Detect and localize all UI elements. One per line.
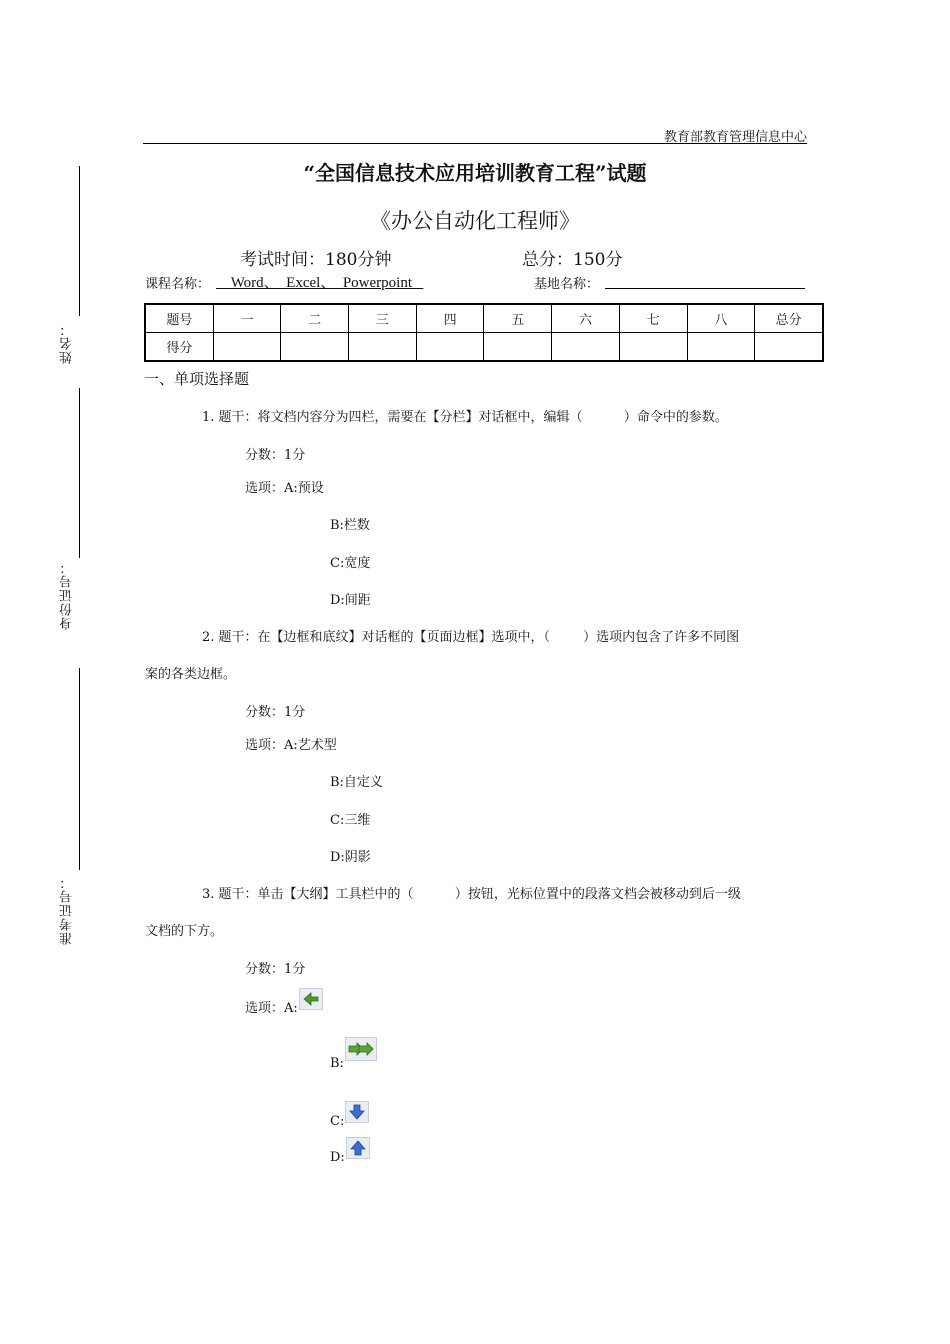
score-input-cell[interactable] <box>281 333 349 362</box>
course-value: Word、 Excel、 Powerpoint <box>216 275 424 291</box>
question-1-option-d: D:间距 <box>330 593 371 608</box>
table-cell: 六 <box>552 304 620 333</box>
table-cell: 五 <box>484 304 552 333</box>
score-input-cell[interactable] <box>484 333 552 362</box>
score-table <box>144 303 824 362</box>
course-label: 课程名称： <box>145 277 211 292</box>
demote-to-body-icon <box>345 1037 377 1061</box>
id-number-label: 身份证号： <box>60 560 75 630</box>
table-cell: 得分 <box>145 333 213 362</box>
name-label: 姓名： <box>60 322 75 364</box>
question-2-option-b: B:自定义 <box>330 775 383 790</box>
question-3-score: 分数：1分 <box>245 962 306 977</box>
question-2-option-d: D:阴影 <box>330 850 371 865</box>
table-cell: 一 <box>213 304 281 333</box>
question-1-option-b: B:栏数 <box>330 518 370 533</box>
question-2-score: 分数：1分 <box>245 705 306 720</box>
sidebar-line-name <box>79 166 80 316</box>
question-3-option-c <box>330 1107 369 1129</box>
table-cell: 题号 <box>145 304 213 333</box>
question-1-option-a: 选项：A:预设 <box>245 481 324 496</box>
exam-time: 考试时间：180分钟 <box>240 250 392 270</box>
question-1-stem: 1. 题干：将文档内容分为四栏，需要在【分栏】对话框中，编辑（ ）命令中的参数。 <box>202 410 728 425</box>
question-3-stem: 3. 题干：单击【大纲】工具栏中的（ ）按钮，光标位置中的段落文档会被移动到后一级 <box>202 887 741 902</box>
sidebar-line-id <box>79 388 80 558</box>
base-name-blank <box>605 288 805 289</box>
question-3-option-d <box>330 1143 370 1165</box>
sidebar-line-ticket <box>79 668 80 870</box>
question-1-score: 分数：1分 <box>245 448 306 463</box>
move-up-svg <box>347 1138 369 1158</box>
move-up-icon <box>346 1137 370 1159</box>
score-input-cell[interactable] <box>619 333 687 362</box>
ticket-number-label: 准考证号： <box>60 875 75 945</box>
page-subtitle: 《办公自动化工程师》 <box>370 209 580 233</box>
score-input-cell[interactable] <box>755 333 823 362</box>
table-cell: 二 <box>281 304 349 333</box>
question-2-option-a: 选项：A:艺术型 <box>245 738 337 753</box>
question-3-option-b <box>330 1047 377 1071</box>
score-input-cell[interactable] <box>213 333 281 362</box>
header-organization: 教育部教育管理信息中心 <box>663 130 807 145</box>
question-3-option-c-label: C: <box>330 1114 345 1129</box>
score-table-score-row <box>145 333 823 362</box>
question-2-stem: 2. 题干：在【边框和底纹】对话框的【页面边框】选项中，（ ）选项内包含了许多不同图 <box>202 630 740 645</box>
table-cell: 八 <box>687 304 755 333</box>
question-3-option-d-label: D: <box>330 1150 345 1165</box>
promote-arrow-svg <box>300 989 322 1009</box>
score-input-cell[interactable] <box>552 333 620 362</box>
question-2-stem-continued: 案的各类边框。 <box>145 667 237 682</box>
score-input-cell[interactable] <box>349 333 417 362</box>
exam-total-score: 总分：150分 <box>522 250 623 270</box>
question-3-option-b-label: B: <box>330 1056 344 1071</box>
table-cell: 总分 <box>755 304 823 333</box>
score-input-cell[interactable] <box>687 333 755 362</box>
promote-arrow-icon <box>299 988 323 1010</box>
section-title: 一、单项选择题 <box>144 370 250 388</box>
question-3-option-a <box>245 994 323 1016</box>
question-1-option-c: C:宽度 <box>330 556 371 571</box>
question-2-option-c: C:三维 <box>330 813 371 828</box>
score-input-cell[interactable] <box>416 333 484 362</box>
page-title: “全国信息技术应用培训教育工程”试题 <box>303 161 647 185</box>
question-3-option-a-label: 选项：A: <box>245 1001 298 1016</box>
table-cell: 七 <box>619 304 687 333</box>
move-down-svg <box>346 1102 368 1122</box>
base-label: 基地名称： <box>534 277 600 292</box>
score-table-header-row <box>145 304 823 333</box>
demote-to-body-svg <box>346 1038 376 1060</box>
table-cell: 四 <box>416 304 484 333</box>
table-cell: 三 <box>349 304 417 333</box>
header-rule <box>143 143 807 144</box>
question-3-stem-continued: 文档的下方。 <box>145 924 224 939</box>
move-down-icon <box>345 1101 369 1123</box>
